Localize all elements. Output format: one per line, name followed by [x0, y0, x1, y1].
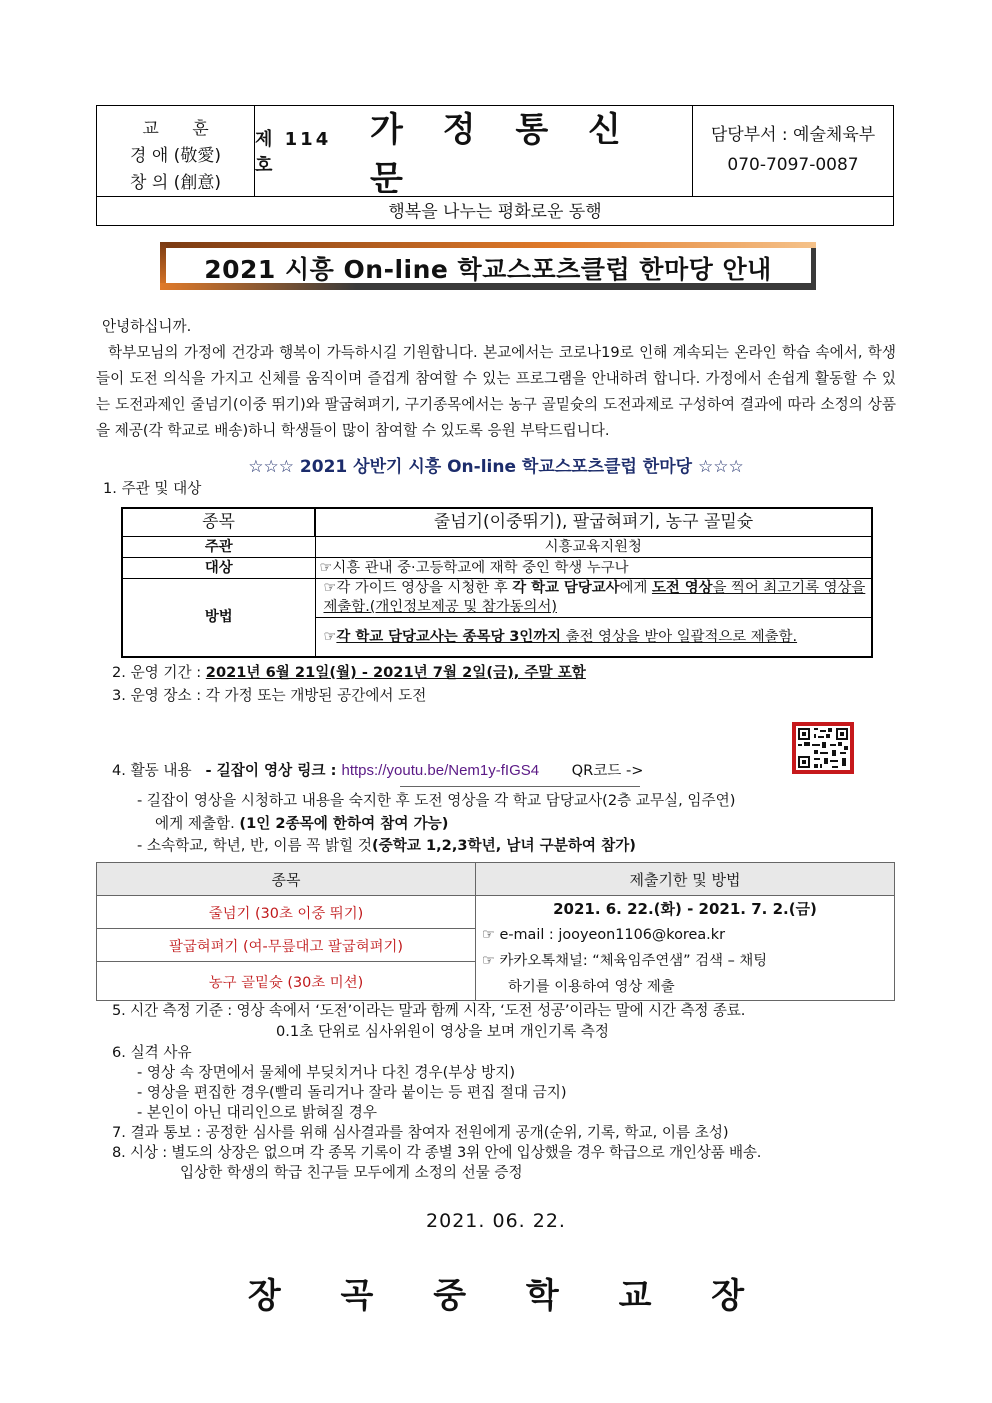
divider [400, 786, 640, 787]
guide-video-link[interactable]: https://youtu.be/Nem1y-fIGS4 [341, 762, 540, 779]
column-header: 종목 [97, 863, 476, 896]
section-4-label: 4. 활동 내용 [112, 762, 192, 779]
section-5-cont: 0.1초 단위로 심사위원이 영상을 보며 개인기록 측정 [276, 1023, 609, 1040]
submission-kakao: ☞ 카카오톡채널: “체육임주연샘” 검색 – 채팅 [482, 953, 768, 969]
department: 담당부서 : 예술체육부 [710, 125, 876, 145]
section-4-bullet: - 길잡이 영상을 시청하고 내용을 숙지한 후 도전 영상을 각 학교 담당교사(2층 교무실, 임주연) [137, 792, 736, 809]
newsletter-title-box [255, 106, 693, 199]
intro [96, 314, 896, 444]
method-1-underline: 을 찍어 최고기록 영상을 제출함.(개인정보제공 및 참가동의서) [323, 580, 866, 615]
submission-email: ☞ e-mail : jooyeon1106@korea.kr [482, 927, 725, 943]
table-row [122, 558, 872, 579]
method-label: 방법 [122, 579, 315, 658]
table-row [122, 579, 872, 618]
section-6-title: 6. 실격 사유 [112, 1044, 192, 1061]
qr-code-label: QR코드 -> [571, 762, 644, 779]
disqualification-item: - 본인이 아닌 대리인으로 밝혀질 경우 [137, 1104, 377, 1121]
title-banner [160, 242, 816, 290]
method-1-underline: 도전 영상 [651, 580, 713, 596]
submission-deadline: 2021. 6. 22.(화) - 2021. 7. 2.(금) [553, 900, 817, 918]
section-3: 3. 운영 장소 : 각 가정 또는 개방된 공간에서 도전 [112, 687, 427, 704]
banner-decoration [160, 242, 816, 248]
table-row [122, 537, 872, 558]
school-motto [97, 106, 255, 196]
table-row [97, 863, 895, 896]
table-row [122, 508, 872, 537]
method-1-bold: 각 학교 담당교사 [512, 580, 620, 596]
phone-number: 070-7097-0087 [727, 155, 859, 175]
method-1 [315, 579, 872, 618]
host-value: 시흥교육지원청 [315, 537, 872, 558]
section-1-title: 1. 주관 및 대상 [103, 480, 202, 497]
submission-kakao-cont: 하기를 이용하여 영상 제출 [508, 979, 675, 995]
motto-title: 교 훈 [142, 119, 223, 139]
issue-number: 제 114 호 [255, 129, 332, 176]
event-item: 줄넘기 (30초 이중 뛰기) [97, 896, 476, 929]
qr-code-icon[interactable] [792, 722, 854, 774]
column-header: 제출기한 및 방법 [476, 863, 895, 896]
section-4 [112, 760, 644, 782]
bullet-text: - 소속학교, 학년, 반, 이름 꼭 밝힐 것 [137, 837, 372, 854]
bullet-bold: (1인 2종목에 한하여 참여 가능) [239, 815, 449, 832]
method-2-text: ☞ [323, 628, 337, 645]
section-4-bullet-cont [155, 813, 448, 835]
motto-line: 경 애 (敬愛) [130, 146, 221, 166]
method-2-underline: 출전 영상을 받아 일괄적으로 제출함. [561, 628, 798, 645]
operation-period: 2021년 6월 21일(월) - 2021년 7월 2일(금), 주말 포함 [205, 664, 586, 681]
section-2-label: 2. 운영 기간 : [112, 664, 206, 681]
guide-video-link-label: - 길잡이 영상 링크 : [205, 762, 342, 779]
greeting: 안녕하십니까. [102, 318, 192, 335]
method-2 [315, 618, 872, 658]
motto-line: 창 의 (創意) [130, 173, 221, 193]
section-5: 5. 시간 측정 기준 : 영상 속에서 ‘도전’이라는 말과 함께 시작, ‘도전 성공’이라는 말에 시간 측정 종료. [112, 1002, 746, 1019]
submission-table [96, 862, 895, 1001]
submission-method [476, 896, 895, 1001]
issue-date: 2021. 06. 22. [426, 1210, 566, 1232]
school-slogan: 행복을 나누는 평화로운 동행 [97, 196, 893, 225]
method-1-text: ☞각 가이드 영상을 시청한 후 [323, 580, 513, 596]
target-label: 대상 [122, 558, 315, 579]
method-2-bold: 각 학교 담당교사는 종목당 3인까지 [336, 628, 562, 645]
event-item: 농구 골밑슛 (30초 미션) [97, 962, 476, 1001]
section-2 [112, 662, 586, 684]
department-info [693, 106, 893, 196]
target-value: ☞시흥 관내 중·고등학교에 재학 중인 학생 누구나 [315, 558, 872, 579]
section-8: 8. 시상 : 별도의 상장은 없으며 각 종목 기록이 각 종별 3위 안에 입상했을 경우 학급으로 개인상품 배송. [112, 1144, 762, 1161]
disqualification-item: - 영상을 편집한 경우(빨리 돌리거나 잘라 붙이는 등 편집 절대 금지) [137, 1084, 567, 1101]
table-row [97, 896, 895, 929]
method-1-text: 에게 [619, 580, 652, 596]
bullet-text: 에게 제출함. [155, 815, 240, 832]
event-heading: ☆☆☆ 2021 상반기 시흥 On-line 학교스포츠클럽 한마당 ☆☆☆ [248, 457, 744, 477]
principal-signature: 장 곡 중 학 교 장 [247, 1276, 769, 1316]
banner-title: 2021 시흥 On-line 학교스포츠클럽 한마당 안내 [204, 255, 772, 284]
intro-paragraph: 학부모님의 가정에 건강과 행복이 가득하시길 기원합니다. 본교에서는 코로나19로 인해 계속되는 온라인 학습 속에서, 학생들이 도전 의식을 가지고 신체를 움직이며 즐겁게 참여할 수 있는 프로그램을 안내하려 합니다. 가정에서 손쉽게 활동할 수 있는 도전과제인 줄넘기(이중 뛰기)와 팔굽혀펴기, 구기종목에서는 농구 골밑슛의 도전과제로 구성하여 결과에 따라 소정의 상품을 제공(각 학교로 배송)하니 학생들이 많이 참여할 수 있도록 응원 부탁드립니다. [96, 344, 897, 439]
table-header-label: 종목 [122, 508, 315, 537]
masthead [96, 105, 894, 226]
section-4-bullet [137, 835, 636, 857]
event-info-table [121, 507, 873, 658]
section-7: 7. 결과 통보 : 공정한 심사를 위해 심사결과를 참여자 전원에게 공개(순위, 기록, 학교, 이름 초성) [112, 1124, 729, 1141]
table-header-value: 줄넘기(이중뛰기), 팔굽혀펴기, 농구 골밑슛 [315, 508, 872, 537]
section-8-cont: 입상한 학생의 학급 친구들 모두에게 소정의 선물 증정 [180, 1164, 523, 1181]
bullet-bold: (중학교 1,2,3학년, 남녀 구분하여 참가) [371, 837, 636, 854]
disqualification-item: - 영상 속 장면에서 물체에 부딪치거나 다친 경우(부상 방지) [137, 1064, 516, 1081]
newsletter-title: 가 정 통 신 문 [370, 110, 635, 199]
host-label: 주관 [122, 537, 315, 558]
event-item: 팔굽혀펴기 (여-무릎대고 팔굽혀펴기) [97, 929, 476, 962]
